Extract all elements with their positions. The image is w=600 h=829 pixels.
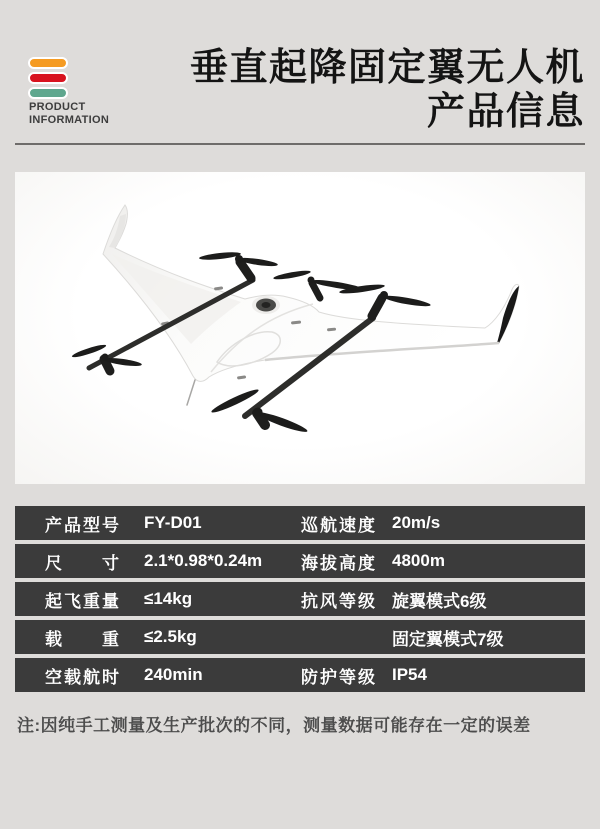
vtol-drone-illustration	[15, 172, 585, 484]
spec-value: 20m/s	[392, 513, 441, 532]
spec-label: 海拔高度	[301, 553, 375, 573]
logo-caption-line1: PRODUCT	[29, 101, 86, 113]
spec-value: ≤2.5kg	[144, 627, 197, 646]
spec-value: 2.1*0.98*0.24m	[144, 551, 263, 570]
logo-bar-orange-icon	[28, 57, 68, 69]
product-photo	[15, 172, 585, 484]
logo-caption-line2: INFORMATION	[29, 113, 110, 126]
spec-row-size	[15, 544, 585, 578]
logo-caption	[29, 101, 109, 126]
page-title	[190, 46, 585, 134]
spec-label: 巡航速度	[301, 515, 375, 535]
disclaimer-note: 注:因纯手工测量及生产批次的不同，测量数据可能存在一定的误差	[17, 716, 531, 735]
spec-label: 抗风等级	[301, 591, 375, 611]
spec-value: ≤14kg	[144, 589, 193, 608]
spec-value: IP54	[392, 665, 427, 684]
page-title-line2: 产品信息	[426, 91, 585, 133]
pitot-tube	[187, 380, 195, 405]
spec-label: 产品型号	[45, 515, 119, 535]
spec-value: 4800m	[392, 551, 445, 570]
header-divider	[15, 143, 585, 145]
spec-label: 防护等级	[301, 667, 375, 687]
spec-value: 旋翼模式6级	[392, 591, 487, 611]
logo-bar-teal-icon	[28, 87, 68, 99]
camera-lens-icon	[262, 302, 271, 308]
spec-label: 起飞重量	[45, 591, 119, 611]
spec-label: 尺寸	[45, 553, 119, 573]
spec-value: 固定翼模式7级	[392, 629, 504, 649]
page-title-line1: 垂直起降固定翼无人机	[189, 47, 585, 89]
spec-row-model	[15, 506, 585, 540]
spec-table	[15, 506, 585, 696]
spec-value: FY-D01	[144, 513, 202, 532]
spec-row-payload	[15, 620, 585, 654]
logo-bar-red-icon	[28, 72, 68, 84]
spec-label: 载重	[45, 629, 119, 649]
spec-row-endurance	[15, 658, 585, 692]
brand-logo	[28, 57, 68, 102]
spec-value: 240min	[144, 665, 203, 684]
spec-row-takeoff-weight	[15, 582, 585, 616]
spec-label: 空载航时	[45, 667, 119, 687]
